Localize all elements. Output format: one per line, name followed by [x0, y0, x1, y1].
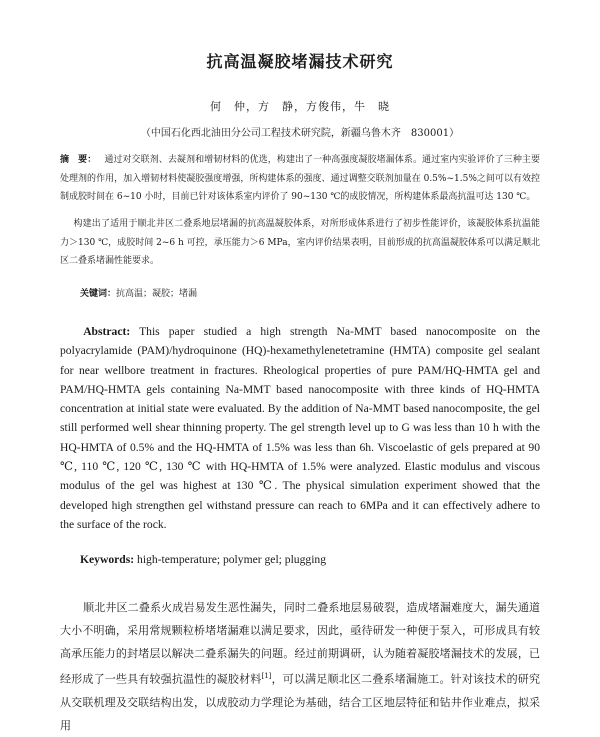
- chinese-abstract: [60, 151, 540, 207]
- author-list: 何 仲，方 静，方俊伟，牛 晓: [210, 100, 390, 113]
- affiliation: （中国石化西北油田分公司工程技术研究院，新疆乌鲁木齐 830001）: [140, 128, 460, 139]
- chinese-keywords: [80, 286, 540, 299]
- body-paragraph: [60, 596, 540, 737]
- english-abstract: [60, 322, 540, 534]
- chinese-abstract-text: 通过对交联剂、去凝剂和增韧材料的优选，构建出了一种高强度凝胶堵漏体系。通过室内实验评价了三种主要处理剂的作用，加入增韧材料使凝胶强度增强，所构建体系的强度、通过调整交联剂加量在 0.5%~1.5%之间可以有效控制成胶时间在 6~10 小时，目前已针对该体系室内评价了 90~130 ℃的成胶情况，所构建体系最高抗温可达 130 ℃。: [60, 155, 540, 202]
- english-keywords-text: high-temperature; polymer gel; plugging: [137, 553, 327, 566]
- chinese-abstract-paragraph-2: 构建出了适用于顺北井区二叠系地层堵漏的抗高温凝胶体系，对所形成体系进行了初步性能评价，该凝胶体系抗温能力＞130 ℃，成胶时间 2~6 h 可控，承压能力＞6 MPa，室内评价结果表明，目前形成的抗高温凝胶体系可以满足顺北区二叠系堵漏性能要求。: [60, 219, 540, 266]
- english-keywords-label: Keywords:: [80, 553, 135, 566]
- citation-marker: [1]: [261, 672, 272, 680]
- english-abstract-label: Abstract:: [83, 325, 131, 338]
- chinese-keywords-label: 关键词：: [80, 289, 117, 299]
- body-text-part-1: 顺北井区二叠系火成岩易发生恶性漏失，同时二叠系地层易破裂，造成堵漏难度大，漏失通道大小不明确，采用常规颗粒桥堵堵漏难以满足要求，因此，亟待研发一种便于泵入，可形成具有较高承压能力的封堵层以解决二叠系漏失的问题。经过前期调研，认为随着凝胶堵漏技术的发展，已经形成了一些具有较强抗温性的凝胶材料: [60, 601, 540, 686]
- english-keywords: [80, 553, 540, 566]
- chinese-keywords-text: 抗高温；凝胶；堵漏: [116, 289, 198, 299]
- english-abstract-text: This paper studied a high strength Na-MMT based nanocomposite on the polyacrylamide (PAM)/hydroquinone (HQ)-hexamethylenetetramine (HMTA) composite gel sealant for near wellbore treatment in fractures. Rheological properties of pure PAM/HQ-HMTA gel and PAM/HQ-HMTA gels containing Na-MMT based nanocomposite with three kinds of HQ-HMTA concentration at initial state were evaluated. By the addition of Na-MMT based nanocomposite, the gel still performed well shear thinning property. The gel strength level up to G was less than 10 h with the HQ-HMTA of 0.5% and the HQ-HMTA of 1.5% was less than 6h. Viscoelastic of gels prepared at 90 ℃, 110 ℃, 120 ℃, 130 ℃ with HQ-HMTA of 1.5% were analyzed. Elastic modulus and viscous modulus of the gel was highest at 130 ℃. The physical simulation experiment showed that the developed high strengthen gel withstand pressure can reach to 6MPa and it can effectively adhere to the surface of the rock.: [60, 325, 540, 531]
- paper-title: 抗高温凝胶堵漏技术研究: [206, 52, 394, 71]
- body-text-part-2: ，可以满足顺北区二叠系堵漏施工。针对该技术的研究从交联机理及交联结构出发，以成胶动力学理论为基础，结合工区地层特征和钻井作业难点，拟采用: [60, 672, 541, 732]
- chinese-abstract-label: 摘 要：: [60, 155, 97, 165]
